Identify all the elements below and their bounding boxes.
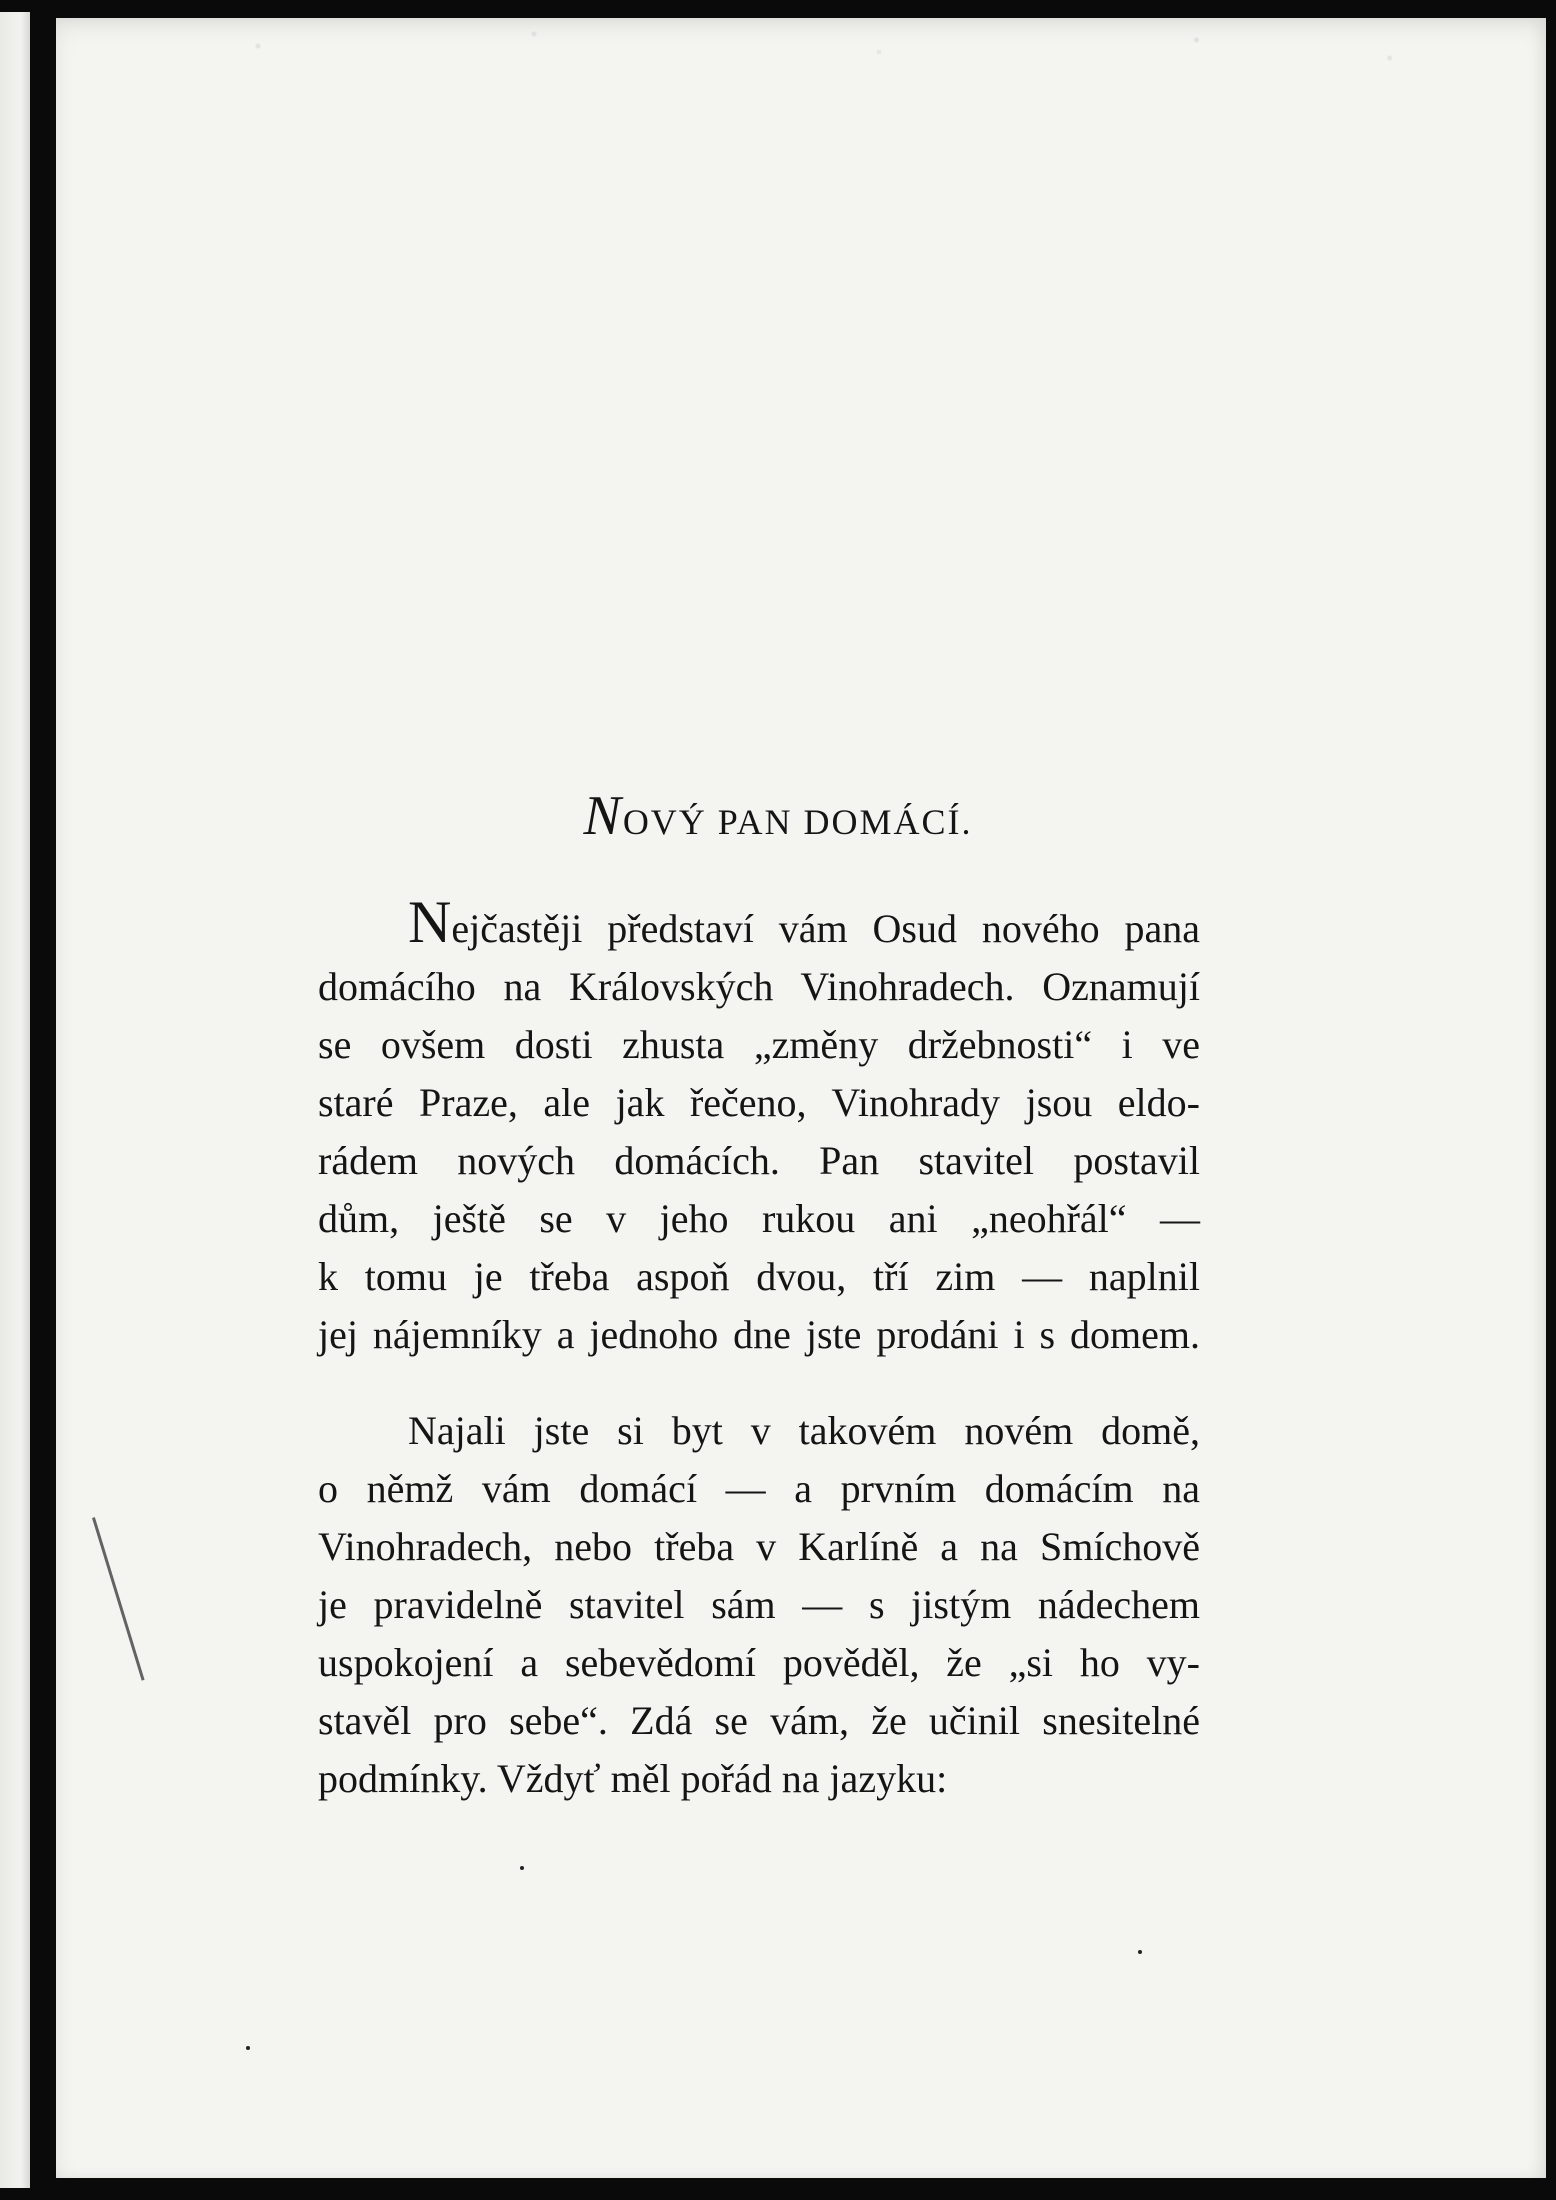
paragraph-line: k tomu je třeba aspoň dvou, tří zim — naplnil [318, 1254, 1200, 1299]
paragraph-line: se ovšem dosti zhusta „změny držebnosti“ i ve [318, 1022, 1200, 1067]
paragraph-line: staré Praze, ale jak řečeno, Vinohrady jsou eldo- [318, 1080, 1200, 1125]
paper-speck [1138, 1950, 1142, 1954]
paragraph-2 [318, 1402, 1200, 1808]
paragraph-line: je pravidelně stavitel sám — s jistým nádechem [318, 1582, 1200, 1627]
paper-edge-noise [120, 22, 1500, 82]
drop-cap: N [408, 889, 452, 955]
paragraph-line: podmínky. Vždyť měl pořád na jazyku: [318, 1756, 948, 1801]
paper-speck [246, 2046, 250, 2050]
title-initial: N [583, 785, 623, 847]
paragraph-line: dům, ještě se v jeho rukou ani „neohřál“ — [318, 1196, 1200, 1241]
paragraph-line: stavěl pro sebe“. Zdá se vám, že učinil snesitelné [318, 1698, 1200, 1743]
paragraph-line: domácího na Královských Vinohradech. Oznamují [318, 964, 1200, 1009]
facing-page-edge [0, 12, 30, 2188]
paragraph-line: uspokojení a sebevědomí pověděl, že „si ho vy- [318, 1640, 1200, 1685]
title-rest: OVÝ PAN DOMÁCÍ. [622, 802, 973, 842]
paper-speck [520, 1866, 524, 1870]
paragraph-1 [318, 889, 1200, 1364]
paragraph-line: rádem nových domácích. Pan stavitel postavil [318, 1138, 1200, 1183]
paragraph-line: Najali jste si byt v takovém novém domě, [408, 1408, 1200, 1453]
paragraph-line: Vinohradech, nebo třeba v Karlíně a na Smíchově [318, 1524, 1200, 1569]
chapter-title [0, 784, 1556, 848]
line-text: ejčastěji představí vám Osud nového pana [451, 906, 1200, 951]
paragraph-line: jej nájemníky a jednoho dne jste prodáni i s domem. [318, 1312, 1200, 1357]
paragraph-line: o němž vám domácí — a prvním domácím na [318, 1466, 1200, 1511]
paragraph-line [318, 889, 1200, 958]
